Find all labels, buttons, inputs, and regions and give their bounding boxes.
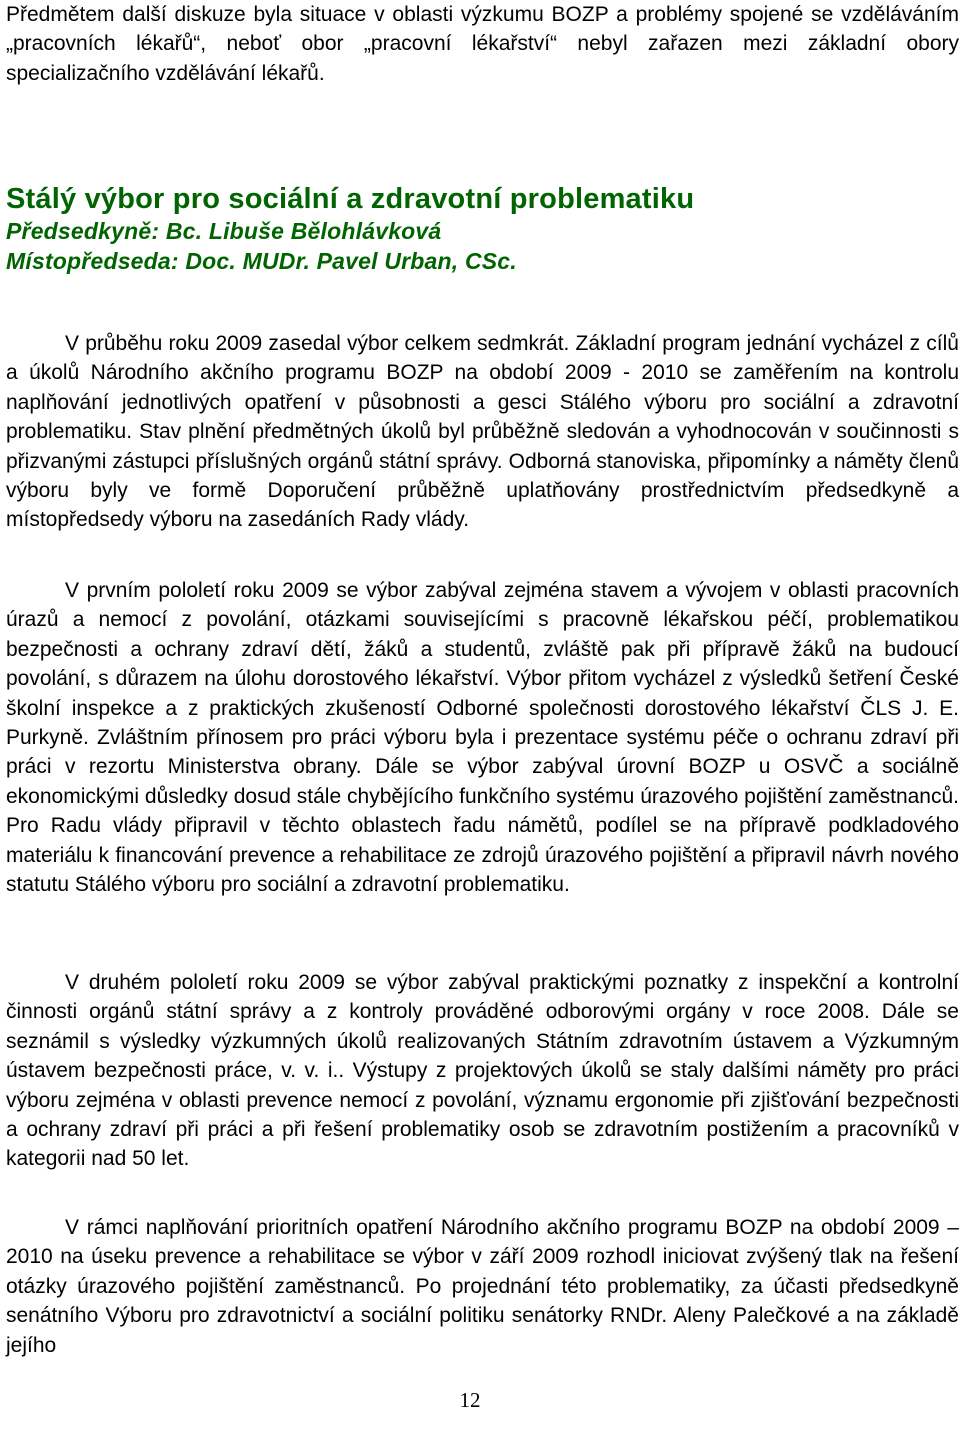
body-paragraph-4: V rámci naplňování prioritních opatření Národního akčního programu BOZP na období 2009 – 2010 na úseku prevence a rehabilitace se výbor v září 2009 rozhodl iniciovat zvýšený tlak na řešení otázky úrazového pojištění zaměstnanců. Po projednání této problematiky, za účasti předsedkyně senátního Výboru pro zdravotnictví a sociální politiku senátorky RNDr. Aleny Palečkové a na základě jejího: [6, 1216, 959, 1357]
vice-chair-line: Místopředseda: Doc. MUDr. Pavel Urban, CSc.: [6, 248, 517, 274]
body-paragraph-1: V průběhu roku 2009 zasedal výbor celkem sedmkrát. Základní program jednání vycházel z cílů a úkolů Národního akčního programu BOZP na období 2009 - 2010 se zaměřením na kontrolu naplňování jednotlivých opatření v působnosti a gesci Stálého výboru pro sociální a zdravotní problematiku. Stav plnění předmětných úkolů byl průběžně sledován a vyhodnocován v součinnosti s přizvanými zástupci příslušných orgánů státní správy. Odborná stanoviska, připomínky a náměty členů výboru byly ve formě Doporučení průběžně uplatňovány prostřednictvím předsedkyně a místopředsedy výboru na zasedáních Rady vlády.: [6, 332, 959, 532]
section-title: Stálý výbor pro sociální a zdravotní problematiku: [6, 183, 695, 215]
body-paragraph-3: V druhém pololetí roku 2009 se výbor zabýval praktickými poznatky z inspekční a kontrolní činnosti orgánů státní správy a z kontroly prováděné odborovými orgány v roce 2008. Dále se seznámil s výsledky výzkumných úkolů realizovaných Státním zdravotním ústavem a Výzkumným ústavem bezpečnosti práce, v. v. i.. Výstupy z projektových úkolů se staly dalšími náměty pro práci výboru zejména v oblasti prevence nemocí z povolání, významu ergonomie při zjišťování bezpečnosti a ochrany zdraví při práci a při řešení problematiky osob se zdravotním postižením a pracovníků v kategorii nad 50 let.: [6, 971, 959, 1171]
body-paragraph-2: V prvním pololetí roku 2009 se výbor zabýval zejména stavem a vývojem v oblasti pracovních úrazů a nemocí z povolání, otázkami souvisejícími s pracovně lékařskou péčí, problematikou bezpečnosti a ochrany zdraví dětí, žáků a studentů, zvláště pak při přípravě žáků na budoucí povolání, s důrazem na úlohu dorostového lékařství. Výbor přitom vycházel z výsledků šetření České školní inspekce a z praktických zkušeností Odborné společnosti dorostového lékařství ČLS J. E. Purkyně. Zvláštním přínosem pro práci výboru byla i prezentace systému péče o ochranu zdraví při práci v rezortu Ministerstva obrany. Dále se výbor zabýval úrovní BOZP u OSVČ a sociálně ekonomickými důsledky dosud stále chybějícího funkčního systému úrazového pojištění zaměstnanců. Pro Radu vlády připravil v těchto oblastech řadu námětů, podílel se na přípravě podkladového materiálu k financování prevence a rehabilitace ze zdrojů úrazového pojištění a připravil návrh nového statutu Stálého výboru pro sociální a zdravotní problematiku.: [6, 579, 959, 897]
page-number: 12: [459, 1388, 481, 1412]
intro-paragraph: Předmětem další diskuze byla situace v oblasti výzkumu BOZP a problémy spojené se vzděláváním „pracovních lékařů“, neboť obor „pracovní lékařství“ nebyl zařazen mezi základní obory specializačního vzdělávání lékařů.: [6, 3, 959, 85]
chair-line: Předsedkyně: Bc. Libuše Bělohlávková: [6, 218, 442, 244]
